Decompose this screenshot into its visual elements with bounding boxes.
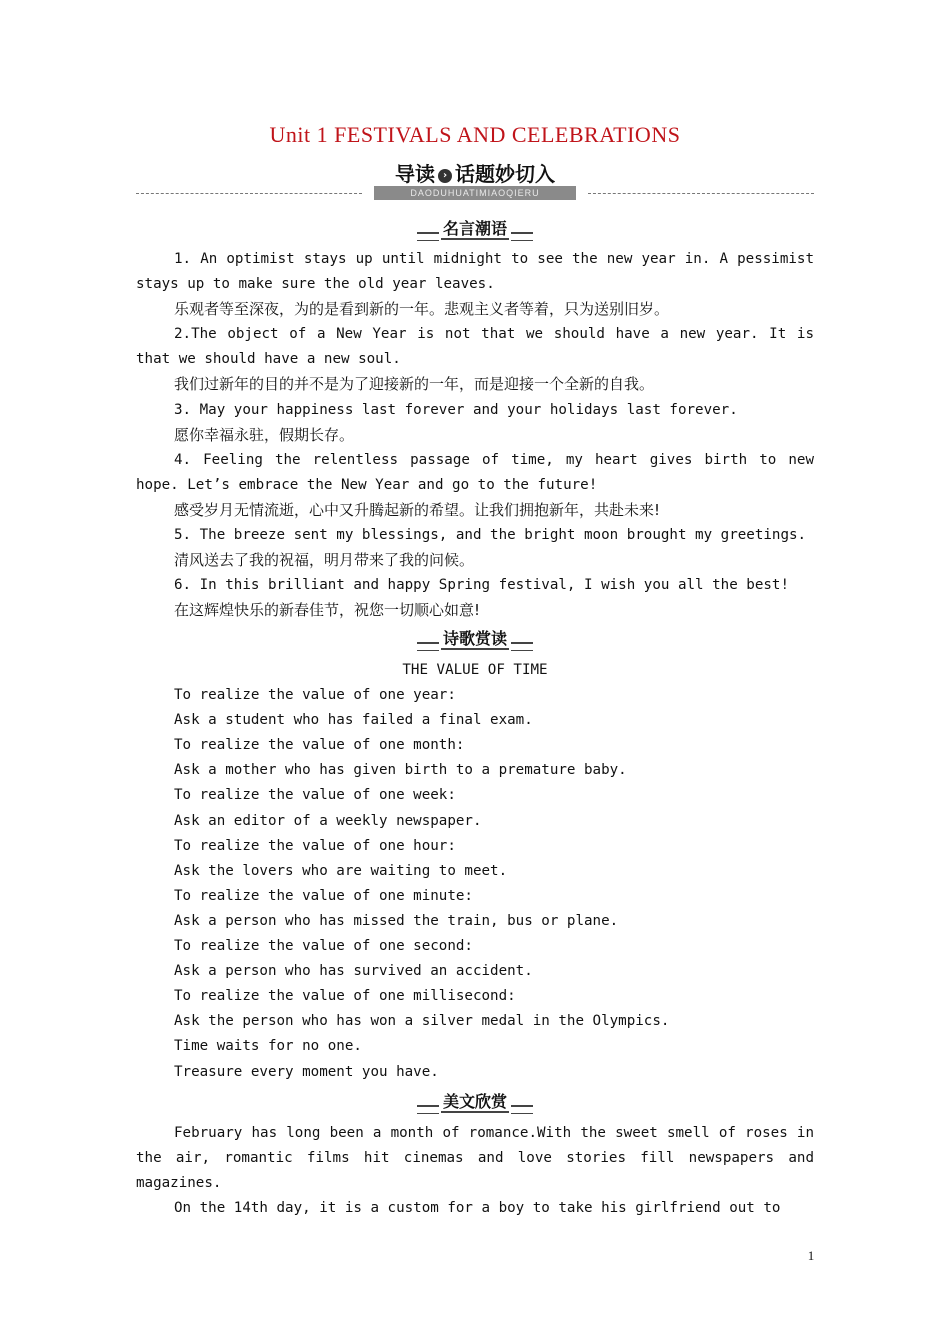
poem-line: Time waits for no one.	[174, 1038, 362, 1055]
section-heading-quotes	[0, 218, 950, 242]
quote-translation: 在这辉煌快乐的新春佳节，祝您一切顺心如意!	[174, 601, 481, 620]
quote-paragraph: 3. May your happiness last forever and your holidays last forever.	[174, 401, 738, 418]
essay-paragraph: On the 14th day, it is a custom for a boy to take his girlfriend out to	[174, 1200, 781, 1217]
quote-translation: 清风送去了我的祝福，明月带来了我的问候。	[174, 551, 475, 570]
quote-translation: 感受岁月无情流逝，心中又升腾起新的希望。让我们拥抱新年，共赴未来!	[174, 500, 661, 519]
section-heading-label: 名言潮语	[442, 219, 507, 238]
section-heading-label: 诗歌赏读	[442, 629, 507, 648]
essay-body	[136, 1121, 814, 1221]
dashed-rule-left	[136, 193, 362, 194]
poem-line: To realize the value of one month:	[174, 737, 465, 754]
poem-line: To realize the value of one minute:	[174, 887, 473, 904]
banner-right-text: 话题妙切入	[455, 162, 555, 186]
poem-line: Treasure every moment you have.	[174, 1063, 439, 1080]
section-heading-essay	[0, 1091, 950, 1115]
quote-paragraph: 1. An optimist stays up until midnight to see the new year in. A pessimist stays up to make sure the old year leaves.	[136, 251, 814, 293]
poem-line: To realize the value of one hour:	[174, 837, 456, 854]
quote-translation: 愿你幸福永驻，假期长存。	[174, 425, 355, 444]
poem-line: Ask a student who has failed a final exam.	[174, 712, 533, 729]
page-number: 1	[807, 1248, 815, 1263]
banner-heading	[362, 158, 588, 187]
poem-title: THE VALUE OF TIME	[402, 662, 548, 678]
guide-banner	[136, 158, 814, 202]
poem-line: Ask a person who has missed the train, bus or plane.	[174, 912, 619, 929]
quote-paragraph: 4. Feeling the relentless passage of time, my heart gives birth to new hope. Let’s embrace the New Year and go to the future!	[136, 451, 814, 493]
poem-line: Ask the lovers who are waiting to meet.	[174, 862, 508, 879]
poem-line: Ask an editor of a weekly newspaper.	[174, 812, 482, 829]
poem-line: To realize the value of one second:	[174, 938, 473, 955]
poem-line: Ask a mother who has given birth to a premature baby.	[174, 762, 627, 779]
quotes-body	[136, 247, 814, 623]
poem-body	[136, 658, 814, 1085]
poem-line: To realize the value of one millisecond:	[174, 988, 516, 1005]
dashed-rule-right	[588, 193, 814, 194]
quote-paragraph: 6. In this brilliant and happy Spring festival, I wish you all the best!	[174, 577, 789, 594]
banner-pinyin: DAODUHUATIMIAOQIERU	[374, 186, 576, 200]
section-heading-label: 美文欣赏	[442, 1092, 507, 1111]
unit-title: Unit 1 FESTIVALS AND CELEBRATIONS	[269, 122, 681, 147]
quote-paragraph: 5. The breeze sent my blessings, and the bright moon brought my greetings.	[174, 527, 807, 544]
quote-translation: 我们过新年的目的并不是为了迎接新的一年，而是迎接一个全新的自我。	[174, 375, 655, 394]
essay-paragraph: February has long been a month of romance.With the sweet smell of roses in the air, romantic films hit cinemas and love stories fill newspapers and magazines.	[136, 1125, 814, 1192]
poem-line: Ask the person who has won a silver medal in the Olympics.	[174, 1013, 670, 1030]
poem-line: To realize the value of one week:	[174, 787, 456, 804]
poem-line: To realize the value of one year:	[174, 687, 456, 704]
chevron-right-icon: ›	[438, 169, 452, 183]
section-heading-poem	[0, 628, 950, 652]
quote-translation: 乐观者等至深夜，为的是看到新的一年。悲观主义者等着，只为送别旧岁。	[174, 300, 670, 319]
poem-line: Ask a person who has survived an accident.	[174, 963, 533, 980]
quote-paragraph: 2.The object of a New Year is not that we should have a new year. It is that we should have a new soul.	[136, 326, 814, 368]
banner-left-text: 导读	[395, 162, 435, 186]
